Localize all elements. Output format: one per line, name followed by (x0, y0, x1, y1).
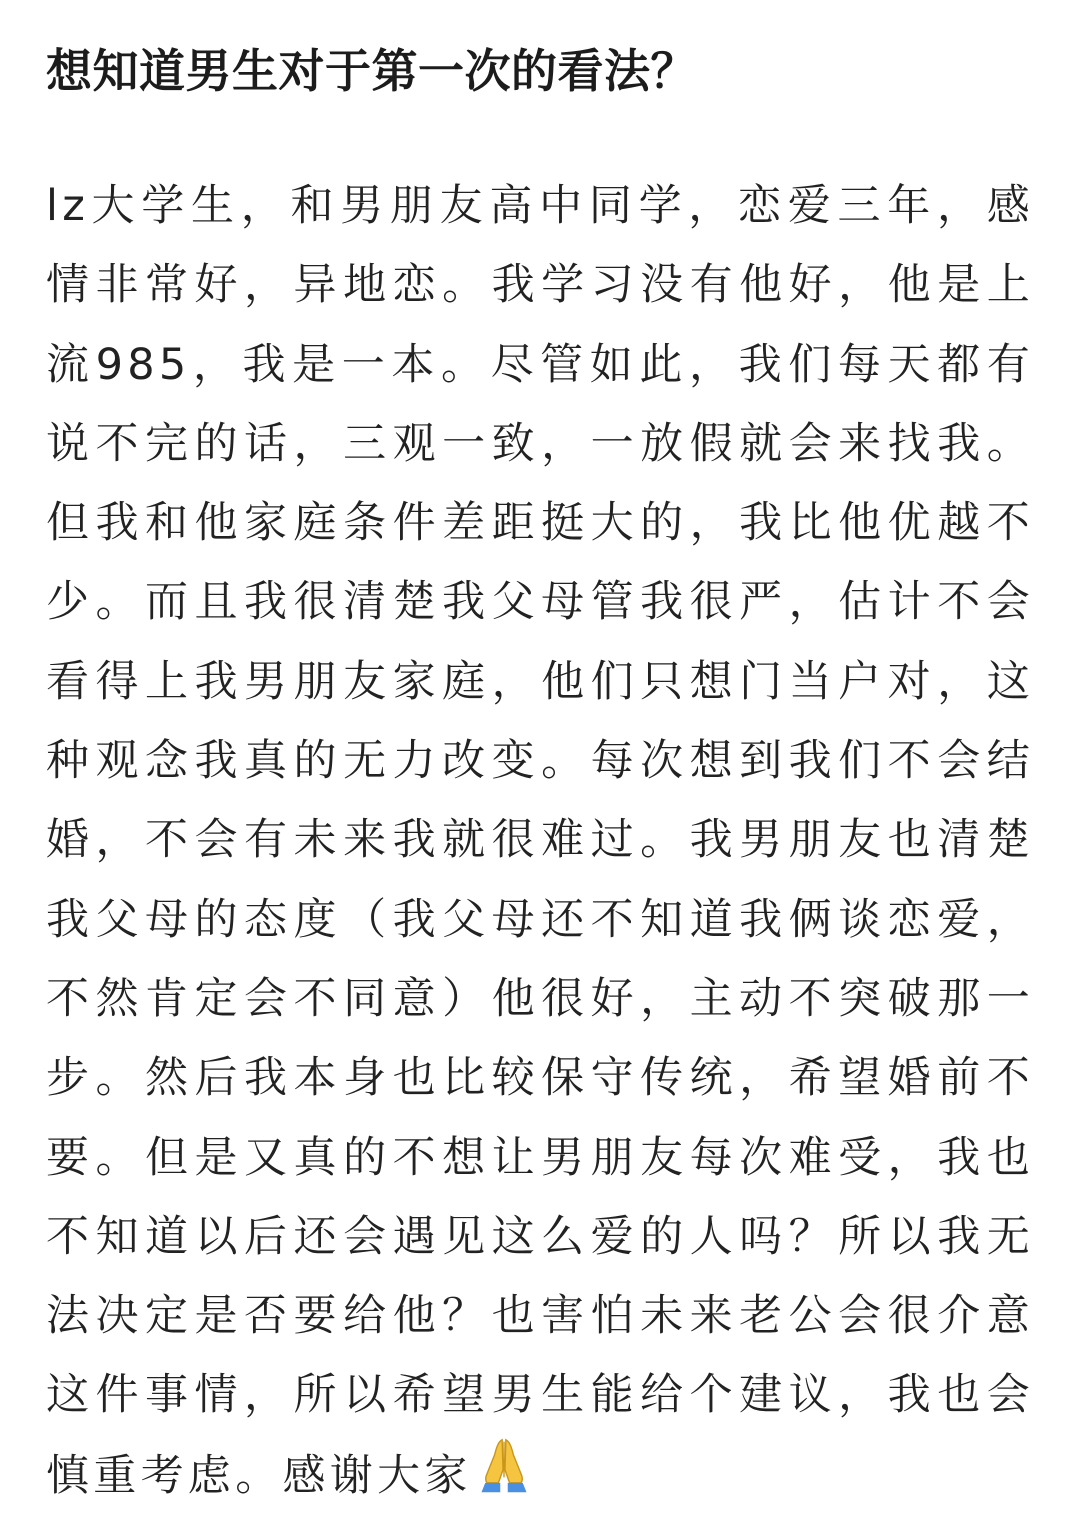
post-body (46, 167, 1034, 1516)
post-title: 想知道男生对于第一次的看法？ (46, 44, 697, 98)
praying-hands-icon (474, 1436, 534, 1496)
post-body-text: lz大学生，和男朋友高中同学，恋爱三年，感情非常好，异地恋。我学习没有他好，他是上流985，我是一本。尽管如此，我们每天都有说不完的话，三观一致，一放假就会来找我。但我和他家庭条件差距挺大的，我比他优越不少。而且我很清楚我父母管我很严，估计不会看得上我男朋友家庭，他们只想门当户对，这种观念我真的无力改变。每次想到我们不会结婚，不会有未来我就很难过。我男朋友也清楚我父母的态度（我父母还不知道我俩谈恋爱，不然肯定会不同意）他很好，主动不突破那一步。然后我本身也比较保守传统，希望婚前不要。但是又真的不想让男朋友每次难受，我也不知道以后还会遇见这么爱的人吗？所以我无法决定是否要给他？也害怕未来老公会很介意这件事情，所以希望男生能给个建议，我也会慎重考虑。感谢大家 (46, 181, 1034, 1501)
